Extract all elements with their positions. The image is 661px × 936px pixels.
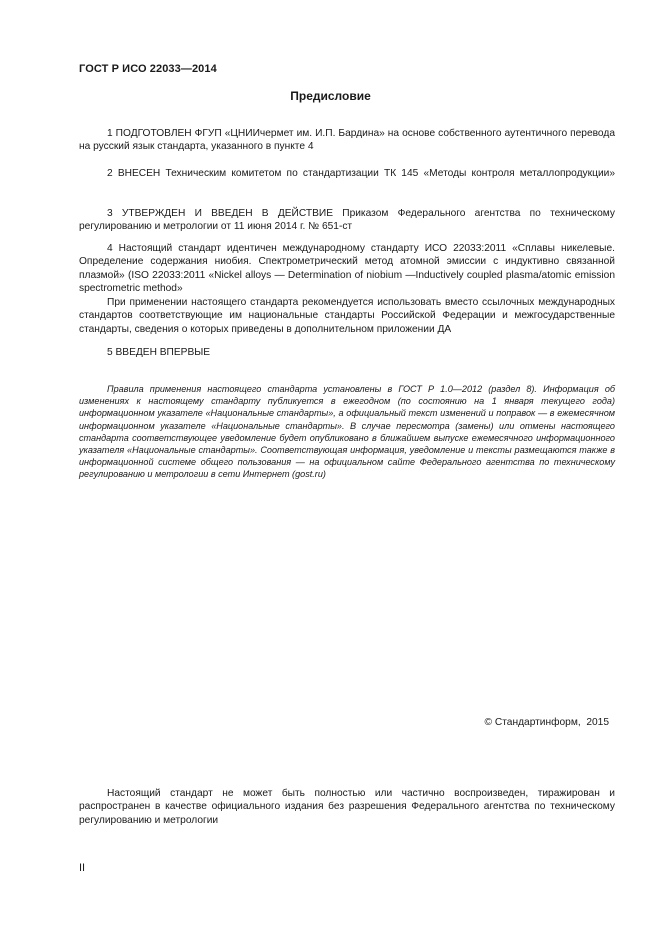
paragraph-introduced-first: 5 ВВЕДЕН ВПЕРВЫЕ — [107, 347, 211, 358]
copyright-notice: © Стандартинформ, 2015 — [484, 717, 609, 728]
document-code: ГОСТ Р ИСО 22033—2014 — [79, 63, 217, 75]
page-number: II — [79, 862, 86, 874]
paragraph-approved: 3 УТВЕРЖДЕН И ВВЕДЕН В ДЕЙСТВИЕ Приказом Федерального агентства по техническому регулированию и метрологии от 11 июня 2014 г. № 651-ст — [79, 208, 615, 233]
page-title: Предисловие — [290, 89, 371, 103]
paragraph-identical-standard: 4 Настоящий стандарт идентичен международному стандарту ИСО 22033:2011 «Сплавы никелевые. Определение содержания ниобия. Спектрометрический метод атомной эмиссии с индуктивно связанной плазмой» (ISO 22033:2011 «Nickel alloys — Determination of niobium —Inductively coupled plasma/atomic emission spectrometric method» — [79, 243, 615, 295]
application-rules-note: Правила применения настоящего стандарта установлены в ГОСТ Р 1.0—2012 (раздел 8). Информация об изменениях к настоящему стандарту публикуется в ежегодном (по состоянию на 1 января текущего года) информационном указателе «Национальные стандарты», а официальный текст изменений и поправок — в ежемесячном информационном указателе «Национальные стандарты». В случае пересмотра (замены) или отмены настоящего стандарта соответствующее уведомление будет опубликовано в ближайшем выпуске ежемесячного информационного указателя «Национальные стандарты». Соответствующая информация, уведомление и тексты размещаются также в информационной системе общего пользования — на официальном сайте Федерального агентства по техническому регулированию и метрологии в сети Интернет (gost.ru) — [79, 384, 615, 480]
paragraph-prepared-by: 1 ПОДГОТОВЛЕН ФГУП «ЦНИИчермет им. И.П. Бардина» на основе собственного аутентичного перевода на русский язык стандарта, указанного в пункте 4 — [79, 128, 615, 153]
reproduction-notice: Настоящий стандарт не может быть полностью или частично воспроизведен, тиражирован и распространен в качестве официального издания без разрешения Федерального агентства по техническому регулированию и метрологии — [79, 788, 615, 826]
paragraph-submitted-by: 2 ВНЕСЕН Техническим комитетом по стандартизации ТК 145 «Методы контроля металлопродукции» — [107, 168, 615, 179]
paragraph-reference-usage: При применении настоящего стандарта рекомендуется использовать вместо ссылочных международных стандартов соответствующие им национальные стандарты Российской Федерации и межгосударственные стандарты, сведения о которых приведены в дополнительном приложении ДА — [79, 297, 615, 335]
